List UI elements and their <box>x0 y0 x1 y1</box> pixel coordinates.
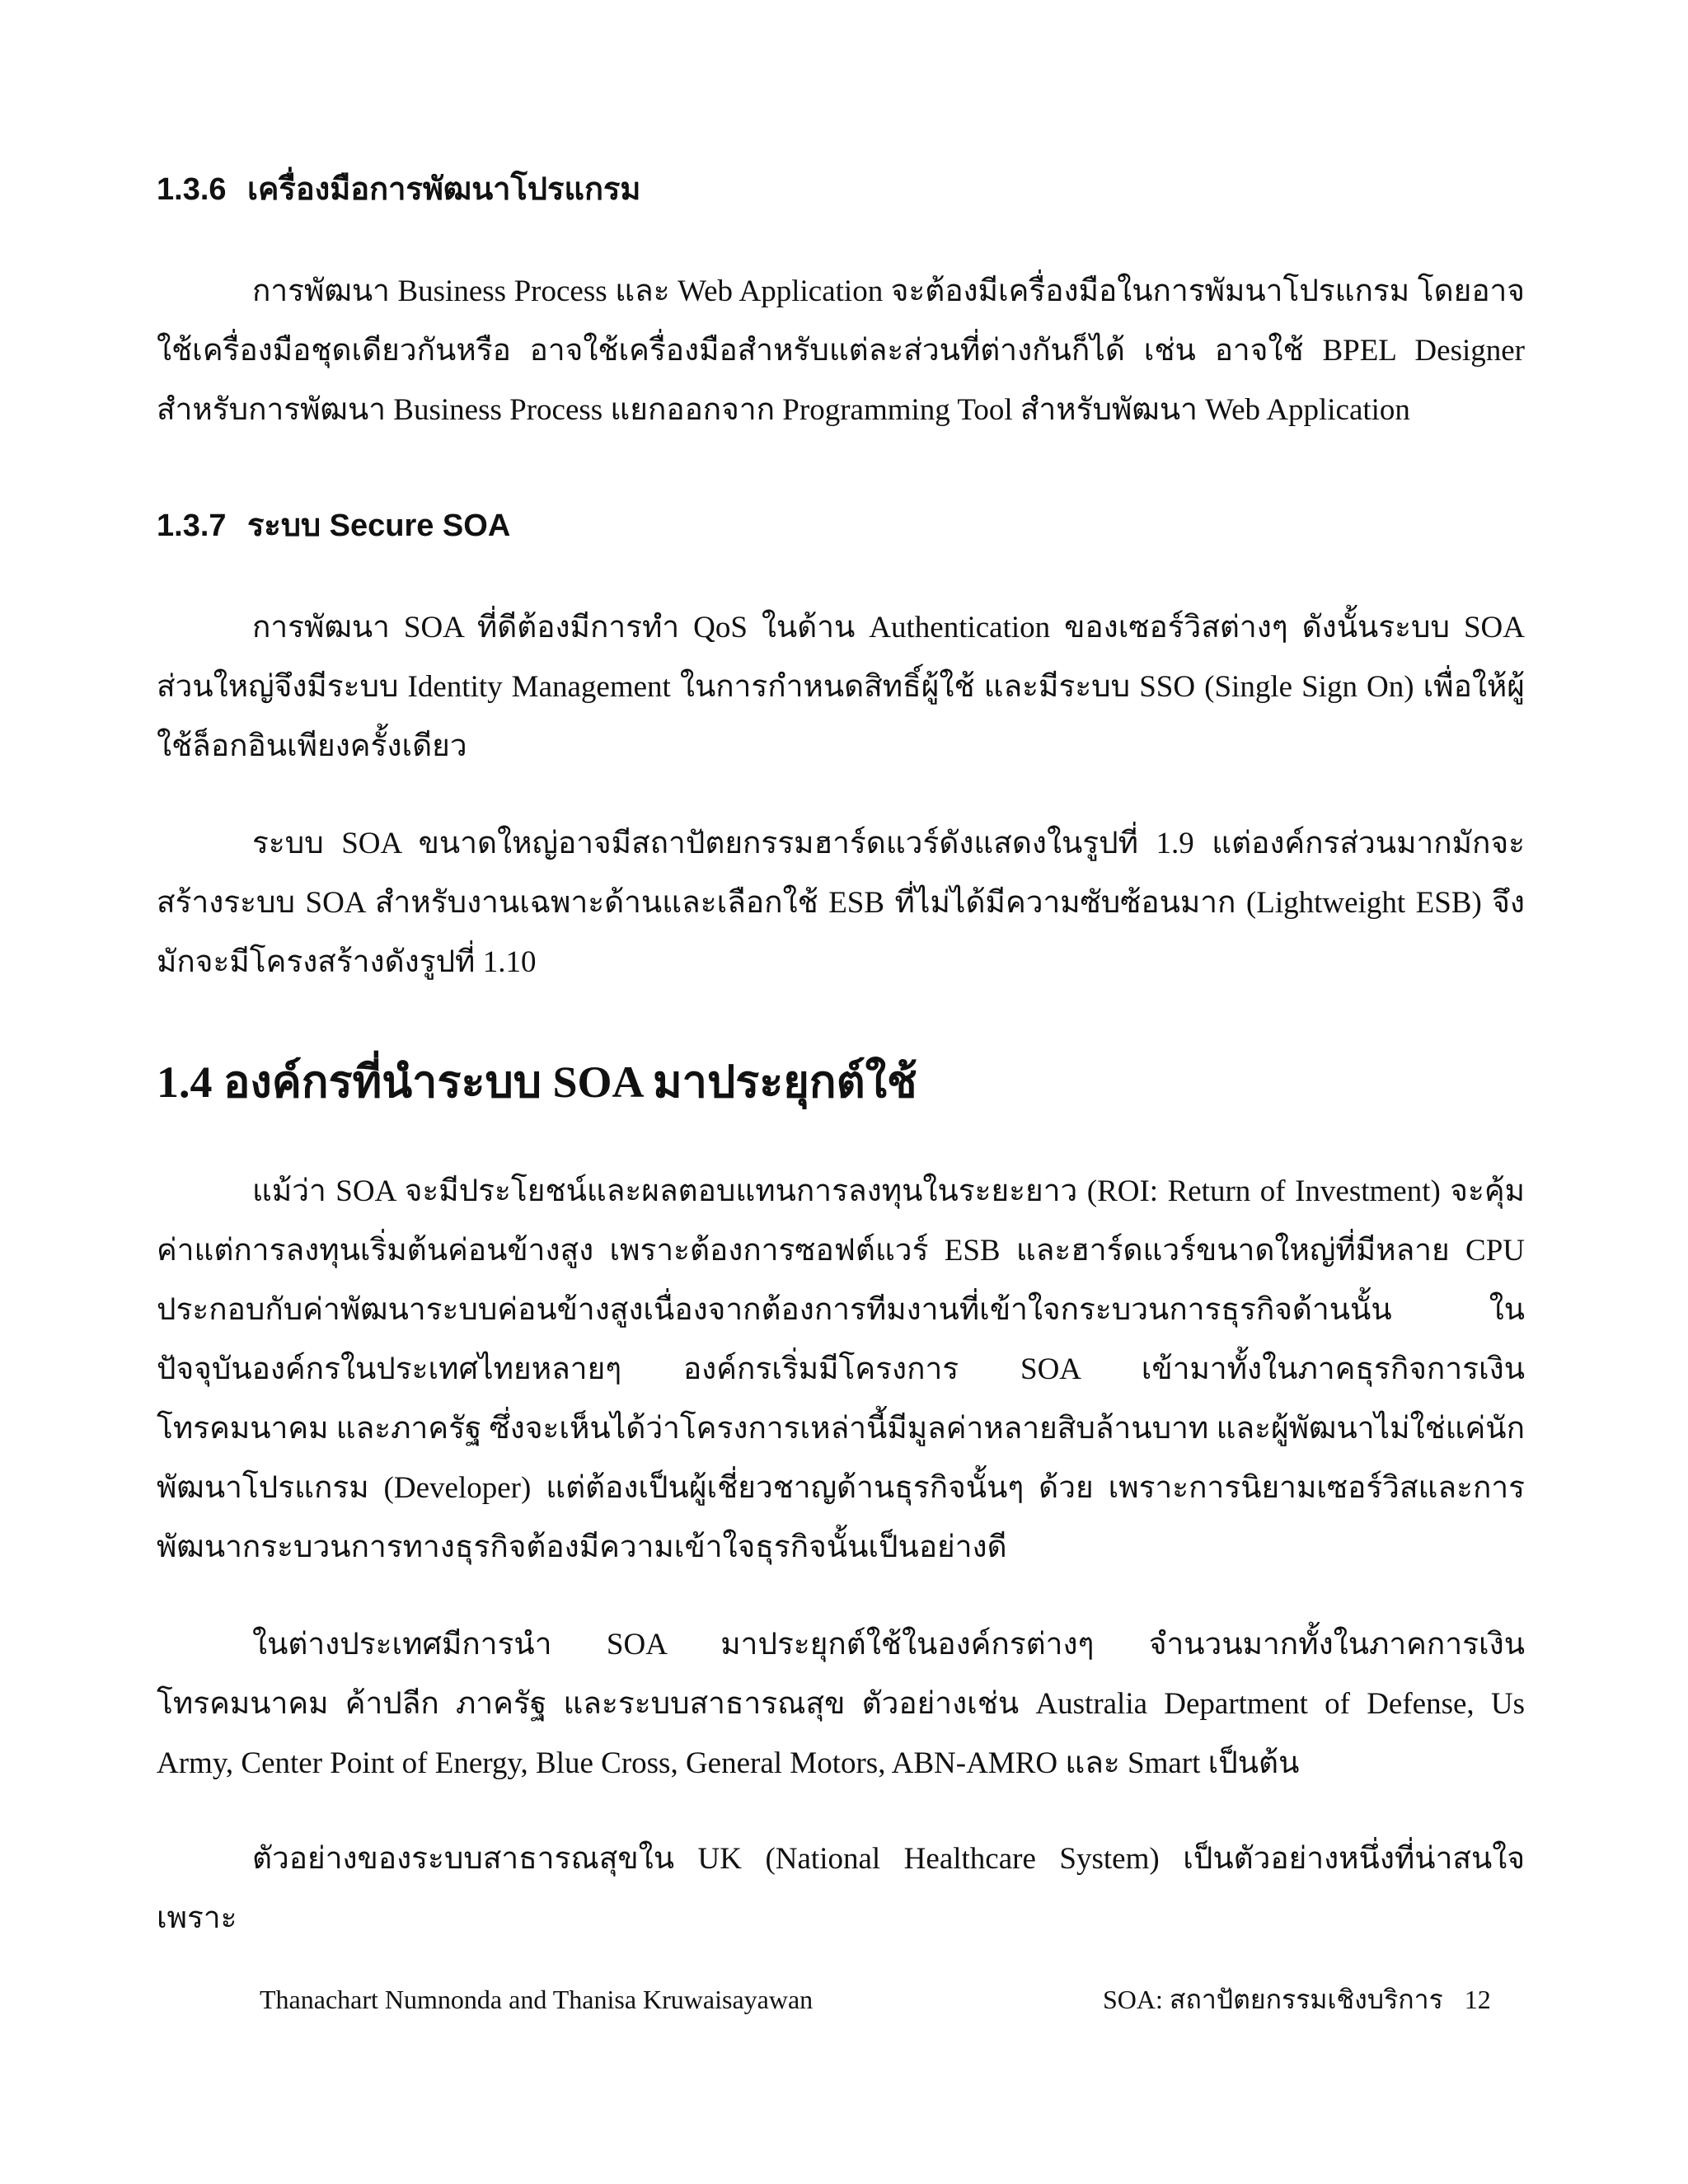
section-title: องค์กรที่นำระบบ SOA มาประยุกต์ใช้ <box>223 1057 917 1107</box>
section-title: เครื่องมือการพัฒนาโปรแกรม <box>247 172 641 207</box>
page-number: 12 <box>1464 1985 1491 2014</box>
paragraph-soa-abroad: ในต่างประเทศมีการนำ SOA มาประยุกต์ใช้ในองค์กรต่างๆ จำนวนมากทั้งในภาคการเงิน โทรคมนาคม ค้าปลีก ภาครัฐ และระบบสาธารณสุข ตัวอย่างเช่น Australia Department of Defense, Us Army, Center Point of Energy, Blue Cross, General Motors, ABN-AMRO และ Smart เป็นต้น <box>157 1628 1525 1780</box>
paragraph-soa-hardware: ระบบ SOA ขนาดใหญ่อาจมีสถาปัตยกรรมฮาร์ดแวร์ดังแสดงในรูปที่ 1.9 แต่องค์กรส่วนมากมักจะสร้างระบบ SOA สำหรับงานเฉพาะด้านและเลือกใช้ ESB ที่ไม่ได้มีความซับซ้อนมาก (Lightweight ESB) จึงมักจะมีโครงสร้างดังรูปที่ 1.10 <box>157 827 1525 979</box>
footer-authors: Thanachart Numnonda and Thanisa Kruwaisayawan <box>260 1985 814 2014</box>
footer-book-title: SOA: สถาปัตยกรรมเชิงบริการ <box>1103 1985 1443 2014</box>
section-number: 1.3.6 <box>157 172 227 207</box>
paragraph-dev-tools: การพัฒนา Business Process และ Web Application จะต้องมีเครื่องมือในการพัมนาโปรแกรม โดยอาจใช้เครื่องมือชุดเดียวกันหรือ อาจใช้เครื่องมือสำหรับแต่ละส่วนที่ต่างกันก็ได้ เช่น อาจใช้ BPEL Designer สำหรับการพัฒนา Business Process แยกออกจาก Programming Tool สำหรับพัฒนา Web Application <box>157 274 1525 427</box>
paragraph-secure-soa: การพัฒนา SOA ที่ดีต้องมีการทำ QoS ในด้าน Authentication ของเซอร์วิสต่างๆ ดังนั้นระบบ SOA ส่วนใหญ่จึงมีระบบ Identity Management ในการกำหนดสิทธิ์ผู้ใช้ และมีระบบ SSO (Single Sign On) เพื่อให้ผู้ใช้ล็อกอินเพียงครั้งเดียว <box>157 611 1525 763</box>
section-number: 1.4 <box>157 1057 213 1107</box>
section-heading-1-3-6 <box>157 170 640 209</box>
paragraph-soa-investment: แม้ว่า SOA จะมีประโยชน์และผลตอบแทนการลงทุนในระยะยาว (ROI: Return of Investment) จะคุ้มค่าแต่การลงทุนเริ่มต้นค่อนข้างสูง เพราะต้องการซอฟต์แวร์ ESB และฮาร์ดแวร์ขนาดใหญ่ที่มีหลาย CPU ประกอบกับค่าพัฒนาระบบค่อนข้างสูงเนื่องจากต้องการทีมงานที่เข้าใจกระบวนการธุรกิจด้านนั้น ในปัจจุบันองค์กรในประเทศไทยหลายๆ องค์กรเริ่มมีโครงการ SOA เข้ามาทั้งในภาคธุรกิจการเงิน โทรคมนาคม และภาครัฐ ซึ่งจะเห็นได้ว่าโครงการเหล่านี้มีมูลค่าหลายสิบล้านบาท และผู้พัฒนาไม่ใช่แค่นักพัฒนาโปรแกรม (Developer) แต่ต้องเป็นผู้เชี่ยวชาญด้านธุรกิจนั้นๆ ด้วย เพราะการนิยามเซอร์วิสและการพัฒนากระบวนการทางธุรกิจต้องมีความเข้าใจธุรกิจนั้นเป็นอย่างดี <box>157 1174 1525 1564</box>
section-number: 1.3.7 <box>157 509 227 543</box>
footer-book-info <box>1103 1983 1491 2016</box>
section-title: ระบบ Secure SOA <box>247 509 511 543</box>
section-heading-1-3-7 <box>157 506 510 546</box>
paragraph-uk-health: ตัวอย่างของระบบสาธารณสุขใน UK (National Healthcare System) เป็นตัวอย่างหนึ่งที่น่าสนใจ เพราะ <box>157 1842 1525 1935</box>
section-heading-1-4 <box>157 1053 917 1111</box>
